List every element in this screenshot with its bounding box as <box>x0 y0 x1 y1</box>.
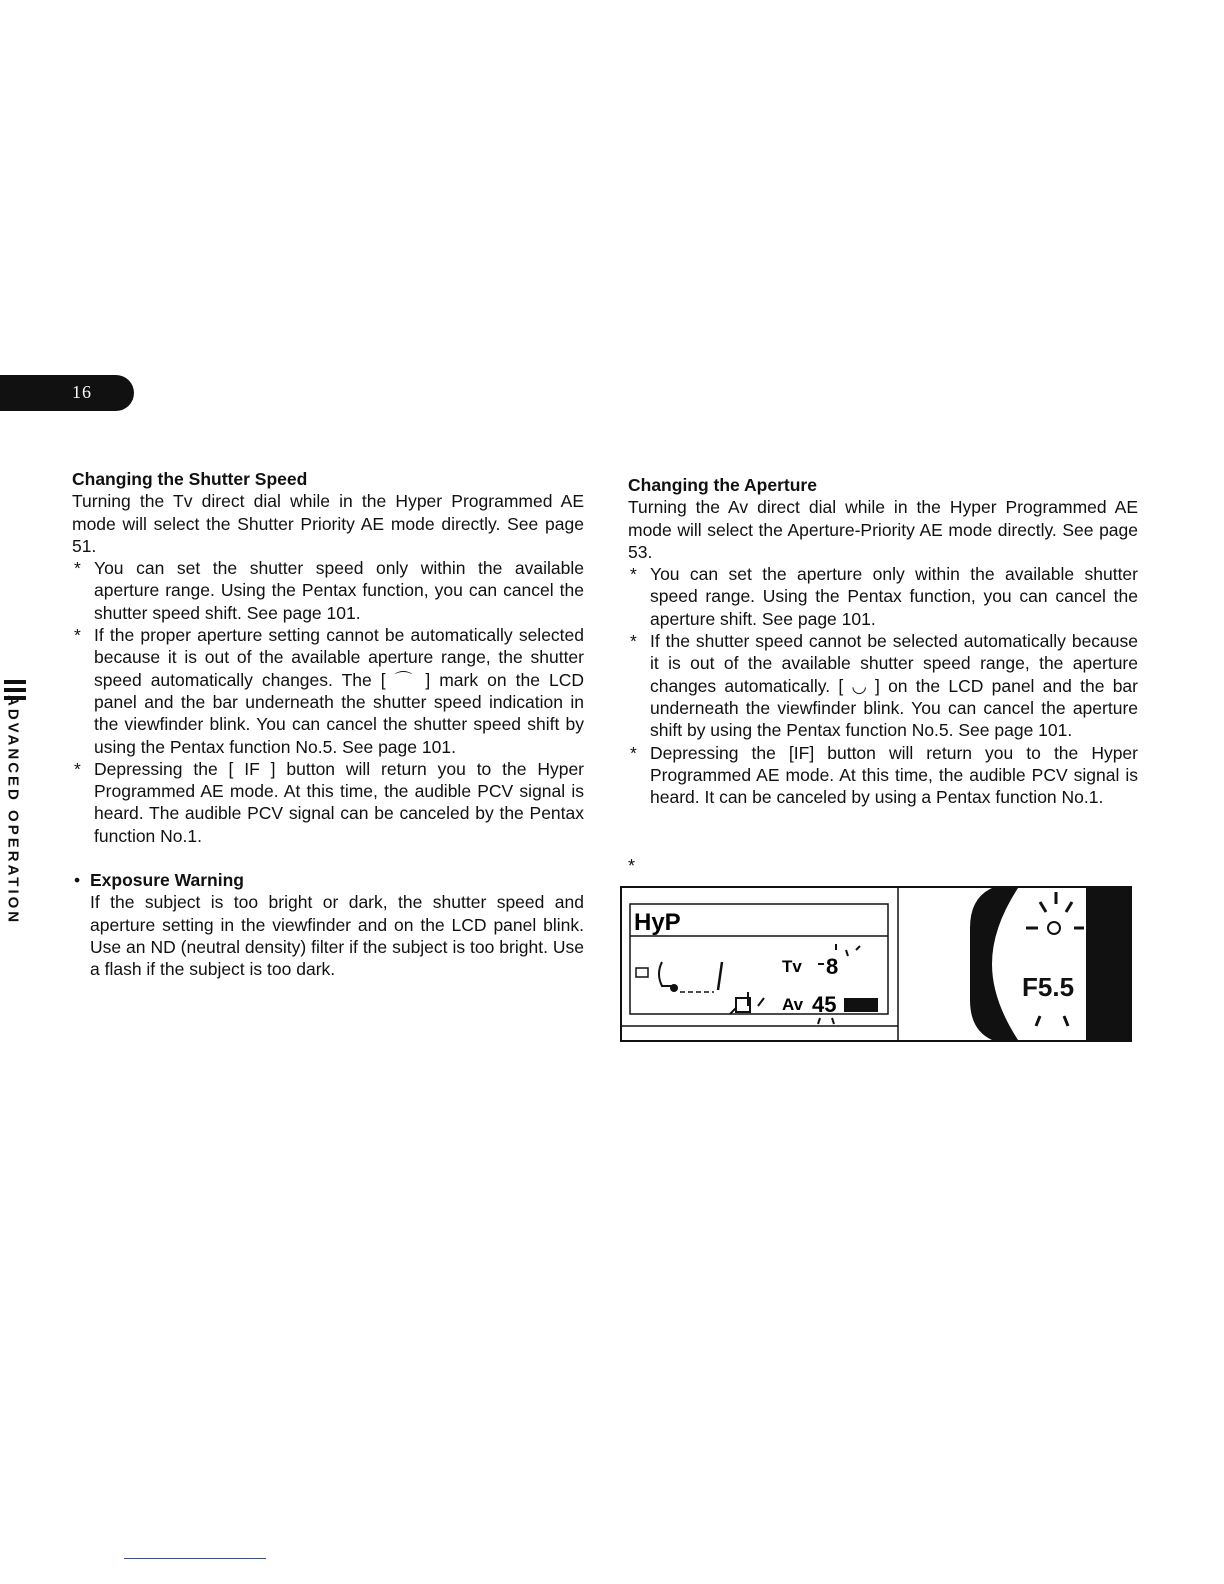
right-column <box>628 474 1138 808</box>
tv-label: Tv <box>782 957 802 976</box>
list-item: * Depressing the [IF] button will return you to the Hyper Programmed AE mode. At this time, the audible PCV signal is heard. It can be canceled by using a Pentax function No.1. <box>630 742 1138 808</box>
list-item: * If the proper aperture setting cannot be automatically selected because it is out of the available aperture range, the shutter speed automatically changes. The [ ⌒ ] mark on the LCD panel and the bar underneath the shutter speed indication in the viewfinder blink. You can cancel the shutter speed shift by using the Pentax function No.5. See page 101. <box>74 625 584 757</box>
list-item: * You can set the shutter speed only within the available aperture range. Using the Pentax function, you can cancel the shutter speed shift. See page 101. <box>74 558 584 623</box>
list-item: * If the shutter speed cannot be selected automatically because it is out of the available shutter speed range, the aperture changes automatically. [ ◡ ] on the LCD panel and the bar underneath the viewfinder blink. You can cancel the aperture shift by using the Pentax function No.5. See page 101. <box>630 631 1138 741</box>
star-mark: * <box>628 856 636 876</box>
exposure-warning-heading: • Exposure Warning <box>74 870 244 891</box>
list-item: * Depressing the [ IF ] button will return you to the Hyper Programmed AE mode. At this time, the audible PCV signal is heard. The audible PCV signal can be canceled by the Pentax function No.1. <box>74 758 584 846</box>
tv-value: 8 <box>826 954 839 979</box>
battery-icon <box>636 968 648 977</box>
viewfinder-blink-icon <box>1026 892 1084 1026</box>
aperture-heading: Changing the Aperture <box>628 475 817 495</box>
viewfinder-edge-shape <box>970 888 1018 1040</box>
av-label: Av <box>782 995 804 1014</box>
list-item: * You can set the aperture only within the available shutter speed range. Using the Pentax function, you can cancel the aperture shift. See page 101. <box>630 564 1138 629</box>
exposure-icon <box>844 998 878 1012</box>
viewfinder-mask <box>1086 888 1130 1040</box>
footer-rule <box>124 1558 266 1559</box>
exposure-warning-body: If the subject is too bright or dark, the shutter speed and aperture setting in the viewfinder and on the LCD panel blink. Use an ND (neutral density) filter if the subject is too bright. Use a flash if the subject is too dark. <box>90 892 584 980</box>
page-number: 16 <box>72 382 92 402</box>
aperture-intro: Turning the Av direct dial while in the Hyper Programmed AE mode will select the Aperture-Priority AE mode directly. See page 53. <box>628 497 1138 562</box>
lcd-mode: HyP <box>634 909 681 936</box>
shutter-speed-heading: Changing the Shutter Speed <box>72 469 308 489</box>
finder-value: F5.5 <box>1022 972 1075 1002</box>
blink-marks-icon <box>818 944 860 964</box>
lcd-viewfinder-diagram <box>620 886 1132 1042</box>
section-label: ADVANCED OPERATION <box>4 694 22 926</box>
shutter-speed-intro: Turning the Tv direct dial while in the Hyper Programmed AE mode will select the Shutter Priority AE mode directly. See page 51. <box>72 491 584 556</box>
av-value: 45 <box>812 992 837 1017</box>
left-column <box>72 468 584 981</box>
film-icon <box>659 962 672 986</box>
lcd-illustration <box>622 888 1130 1040</box>
page-number-tab <box>0 375 134 411</box>
